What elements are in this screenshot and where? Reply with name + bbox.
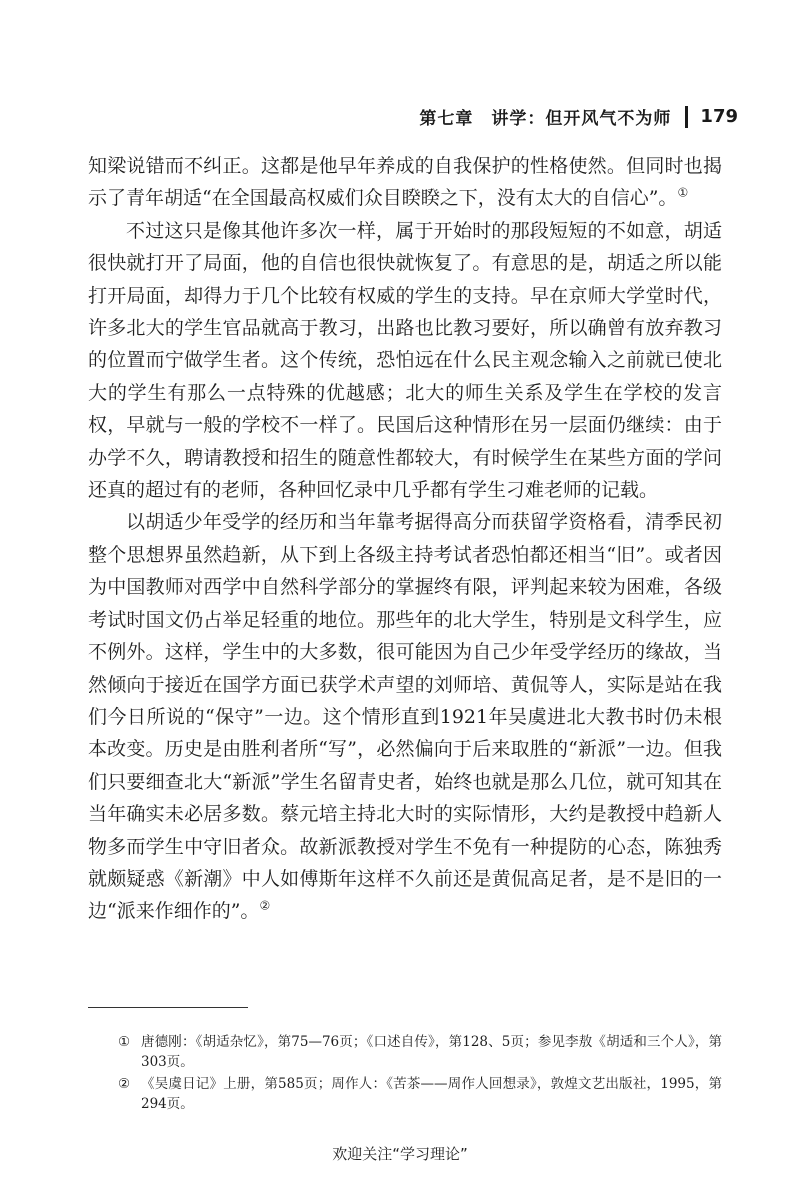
paragraph-2-text: 不过这只是像其他许多次一样，属于开始时的那段短短的不如意，胡适很快就打开了局面，他的自信也很快就恢复了。有意思的是，胡适之所以能打开局面，却得力于几个比较有权威的学生的支持。早在京师大学堂时代，许多北大的学生官品就高于教习，出路也比教习要好，所以确曾有放弃教习的位置而宁做学生者。这个传统，恐怕远在什么民主观念输入之前就已使北大的学生有那么一点特殊的优越感；北大的师生关系及学生在学校的发言权，早就与一般的学校不一样了。民国后这种情形在另一层面仍继续：由于办学不久，聘请教授和招生的随意性都较大，有时候学生在某些方面的学问还真的超过有的老师，各种回忆录中几乎都有学生刁难老师的记载。: [88, 219, 722, 502]
paragraph-2: [88, 215, 722, 507]
page-number: 179: [700, 106, 738, 127]
paragraph-3: [88, 506, 722, 927]
footnotes: [88, 1032, 722, 1116]
footnote-2: [88, 1074, 722, 1114]
paragraph-1: [88, 150, 722, 215]
bottom-watermark-text: 欢迎关注“学习理论”: [332, 1145, 468, 1163]
body-text: [88, 150, 722, 928]
paragraph-3-text: 以胡适少年受学的经历和当年靠考据得高分而获留学资格看，清季民初整个思想界虽然趋新，从下到上各级主持考试者恐怕都还相当“旧”。或者因为中国教师对西学中自然科学部分的掌握终有限，评判起来较为困难，各级考试时国文仍占举足轻重的地位。那些年的北大学生，特别是文科学生，应不例外。这样，学生中的大多数，很可能因为自己少年受学经历的缘故，当然倾向于接近在国学方面已获学术声望的刘师培、黄侃等人，实际是站在我们今日所说的“保守”一边。这个情形直到1921年吴虞进北大教书时仍未根本改变。历史是由胜利者所“写”，必然偏向于后来取胜的“新派”一边。但我们只要细查北大“新派”学生名留青史者，始终也就是那么几位，就可知其在当年确实未必居多数。蔡元培主持北大时的实际情形，大约是教授中趋新人物多而学生中守旧者众。故新派教授对学生不免有一种提防的心态，陈独秀就颇疑惑《新潮》中人如傅斯年这样不久前还是黄侃高足者，是不是旧的一边“派来作细作的”。: [88, 511, 722, 923]
footnote-1: [88, 1032, 722, 1072]
running-header: [419, 104, 738, 129]
footnote-divider: [88, 1007, 248, 1008]
footnote-1-text: 唐德刚：《胡适杂忆》，第75—76页；《口述自传》，第128、5页；参见李敖《胡适和三个人》，第303页。: [141, 1034, 722, 1070]
footnote-2-mark: ②: [118, 1076, 131, 1092]
footnote-1-mark: ①: [118, 1034, 131, 1050]
footnote-ref-1[interactable]: ①: [677, 186, 689, 201]
header-divider: [685, 106, 688, 128]
chapter-title: 第七章 讲学：但开风气不为师: [419, 109, 672, 129]
footnote-ref-2[interactable]: ②: [259, 899, 271, 914]
paragraph-1-text: 知梁说错而不纠正。这都是他早年养成的自我保护的性格使然。但同时也揭示了青年胡适“在全国最高权威们众目睽睽之下，没有太大的自信心”。: [88, 155, 722, 210]
footnote-2-text: 《吴虞日记》上册，第585页；周作人：《苦茶——周作人回想录》，敦煌文艺出版社，1995，第294页。: [141, 1076, 722, 1112]
